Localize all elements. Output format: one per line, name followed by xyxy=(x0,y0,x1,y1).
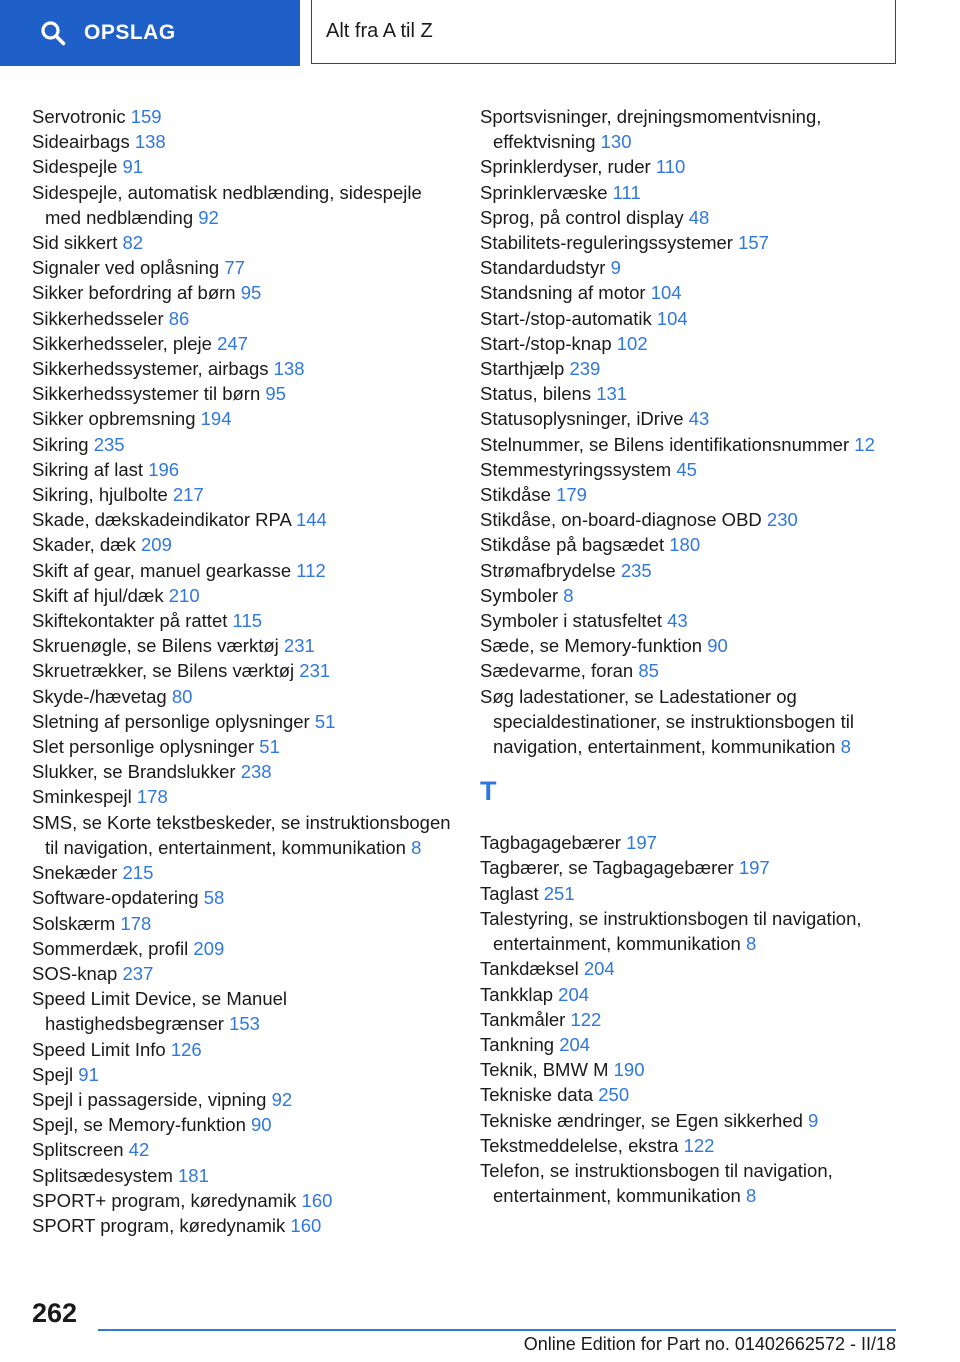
index-entry-term: Speed Limit Device, se Manuel hastighedsbegrænser xyxy=(32,988,288,1035)
index-entry-term: Sommerdæk, profil xyxy=(32,937,189,959)
search-icon xyxy=(40,20,66,46)
index-entry-page-link[interactable]: 144 xyxy=(295,509,327,531)
index-entry-page-link[interactable]: 210 xyxy=(168,584,200,606)
index-entry xyxy=(480,583,905,608)
index-entry-term: Snekæder xyxy=(32,862,118,884)
index-entry xyxy=(480,154,905,179)
index-entry-page-link[interactable]: 8 xyxy=(563,584,574,606)
index-entry-page-link[interactable]: 90 xyxy=(251,1114,272,1136)
index-entry-page-link[interactable]: 90 xyxy=(707,635,728,657)
index-entry xyxy=(32,230,452,255)
index-entry-term: Sprinklervæske xyxy=(480,181,608,203)
index-entry xyxy=(32,306,452,331)
index-entry-page-link[interactable]: 181 xyxy=(178,1164,209,1186)
index-entry-term: Standardudstyr xyxy=(480,257,606,279)
index-entry xyxy=(32,129,452,154)
index-entry xyxy=(480,255,905,280)
index-entry-page-link[interactable]: 95 xyxy=(265,383,286,405)
index-entry-term: Tekstmeddelelse, ekstra xyxy=(480,1134,679,1156)
index-entry-page-link[interactable]: 230 xyxy=(766,509,798,531)
index-entry xyxy=(32,784,452,809)
index-entry xyxy=(480,855,905,880)
index-entry-page-link[interactable]: 92 xyxy=(271,1088,293,1110)
index-entry-term: Sletning af personlige oplysninger xyxy=(32,710,310,732)
index-entry xyxy=(32,1137,452,1162)
index-entry xyxy=(32,381,452,406)
index-entry-term: Telefon, se instruktionsbogen til navigation, entertainment, kommunikation xyxy=(480,1159,833,1207)
index-entry-term: Tagbærer, se Tagbagagebærer xyxy=(480,857,734,879)
index-entry-term: Spejl xyxy=(32,1063,74,1085)
index-entry xyxy=(480,180,905,205)
index-entry-page-link[interactable]: 157 xyxy=(738,232,769,254)
index-entry-term: Tankning xyxy=(480,1033,555,1055)
index-entry xyxy=(480,280,905,305)
index-entry xyxy=(32,961,452,986)
index-entry xyxy=(32,532,452,557)
index-entry xyxy=(32,154,452,179)
index-entry-page-link[interactable]: 178 xyxy=(120,912,152,934)
index-entry-page-link[interactable]: 43 xyxy=(667,610,688,632)
index-entry-term: Sikker befordring af børn xyxy=(32,282,236,304)
index-entry-page-link[interactable]: 217 xyxy=(172,484,204,506)
index-entry-page-link[interactable]: 102 xyxy=(616,332,648,354)
index-entry-page-link[interactable]: 235 xyxy=(620,559,652,581)
footer-divider xyxy=(98,1329,896,1331)
edition-text: Online Edition for Part no. 01402662572 - II/18 xyxy=(523,1334,896,1354)
index-entry xyxy=(32,1112,452,1137)
index-entry xyxy=(480,830,905,855)
index-entry xyxy=(32,280,452,305)
index-entry-page-link[interactable]: 160 xyxy=(301,1189,333,1211)
index-entry xyxy=(32,1188,452,1213)
index-entry-term: Stelnummer, se Bilens identifikationsnummer xyxy=(480,433,850,455)
index-entry-term: Splitscreen xyxy=(32,1139,124,1161)
index-entry-term: Sprog, på control display xyxy=(480,206,684,228)
index-entry-page-link[interactable]: 92 xyxy=(198,206,219,228)
index-entry-page-link[interactable]: 247 xyxy=(217,332,248,354)
index-entry-term: Stikdåse xyxy=(480,484,551,506)
index-entry-page-link[interactable]: 178 xyxy=(136,786,168,808)
index-entry-page-link[interactable]: 204 xyxy=(583,958,615,980)
index-entry-page-link[interactable]: 179 xyxy=(556,484,587,506)
index-entry xyxy=(480,1133,905,1158)
index-entry xyxy=(32,885,452,910)
index-entry-term: Sportsvisninger, drejningsmomentvisning, effektvisning xyxy=(480,106,822,153)
index-entry-page-link[interactable]: 48 xyxy=(688,206,710,228)
index-entry-term: Skift af hjul/dæk xyxy=(32,584,164,606)
index-entry-page-link[interactable]: 251 xyxy=(543,882,575,904)
index-entry-page-link[interactable]: 126 xyxy=(170,1038,202,1060)
index-entry-page-link[interactable]: 8 xyxy=(411,836,422,858)
index-entry-term: Sidespejle, automatisk nedblænding, sidespejle med nedblænding xyxy=(32,181,422,228)
index-entry-term: Stabilitets-reguleringssystemer xyxy=(480,232,733,254)
index-entry xyxy=(480,956,905,981)
index-entry-page-link[interactable]: 130 xyxy=(600,131,632,153)
index-entry-page-link[interactable]: 42 xyxy=(128,1139,150,1161)
index-entry-term: Stikdåse på bagsædet xyxy=(480,534,665,556)
index-entry-page-link[interactable]: 122 xyxy=(683,1134,715,1156)
index-entry xyxy=(32,457,452,482)
index-entry-term: Symboler i statusfeltet xyxy=(480,610,662,632)
index-entry-term: Taglast xyxy=(480,882,539,904)
index-entry xyxy=(480,381,905,406)
index-entry xyxy=(32,255,452,280)
index-entry xyxy=(480,982,905,1007)
index-entry-term: Statusoplysninger, iDrive xyxy=(480,408,684,430)
index-entry-term: Standsning af motor xyxy=(480,282,646,304)
index-entry-page-link[interactable]: 45 xyxy=(676,458,697,480)
index-entry-page-link[interactable]: 180 xyxy=(669,534,701,556)
index-entry xyxy=(32,1087,452,1112)
index-entry-term: Sikring af last xyxy=(32,458,144,480)
index-entry-page-link[interactable]: 80 xyxy=(171,685,193,707)
index-entry-page-link[interactable]: 197 xyxy=(738,857,770,879)
index-entry-page-link[interactable]: 194 xyxy=(200,408,232,430)
index-entry-page-link[interactable]: 197 xyxy=(626,832,657,854)
index-entry-term: Sminkespejl xyxy=(32,786,132,808)
index-entry xyxy=(32,1163,452,1188)
index-entry-term: Sikkerhedsseler xyxy=(32,307,164,329)
index-entry-page-link[interactable]: 8 xyxy=(745,933,757,955)
index-entry xyxy=(480,406,905,431)
index-entry-page-link[interactable]: 91 xyxy=(122,156,144,178)
index-entry xyxy=(32,1037,452,1062)
index-entry-page-link[interactable]: 82 xyxy=(122,232,144,254)
index-entry-page-link[interactable]: 8 xyxy=(840,736,851,758)
index-entry-page-link[interactable]: 58 xyxy=(203,887,225,909)
index-entry-term: Sikkerhedsseler, pleje xyxy=(32,332,212,354)
index-entry-page-link[interactable]: 8 xyxy=(745,1185,757,1207)
index-entry xyxy=(480,633,905,658)
index-entry xyxy=(32,734,452,759)
index-entry-term: Teknik, BMW M xyxy=(480,1059,609,1081)
index-entry-term: Status, bilens xyxy=(480,383,592,405)
index-entry xyxy=(480,558,905,583)
index-entry-term: Stemmestyringssystem xyxy=(480,458,672,480)
index-entry xyxy=(32,406,452,431)
index-entry xyxy=(480,684,905,760)
index-entry-term: Skruetrækker, se Bilens værktøj xyxy=(32,660,295,682)
index-entry xyxy=(32,608,452,633)
index-entry xyxy=(480,1007,905,1032)
index-entry-term: Speed Limit Info xyxy=(32,1038,166,1060)
index-entry xyxy=(480,906,905,956)
index-entry-term: Sikkerhedssystemer, airbags xyxy=(32,358,269,380)
index-entry-term: Start-/stop-automatik xyxy=(480,307,652,329)
index-entry-term: Tankklap xyxy=(480,983,554,1005)
index-entry-term: Sikkerhedssystemer til børn xyxy=(32,383,261,405)
index-entry-page-link[interactable]: 43 xyxy=(688,408,710,430)
index-entry xyxy=(32,1062,452,1087)
index-entry-term: Symboler xyxy=(480,584,559,606)
index-entry-page-link[interactable]: 104 xyxy=(656,307,688,329)
index-entry-page-link[interactable]: 239 xyxy=(569,358,601,380)
index-entry-page-link[interactable]: 160 xyxy=(290,1214,322,1236)
index-entry xyxy=(32,432,452,457)
index-entry-page-link[interactable]: 238 xyxy=(240,761,272,783)
index-entry-term: Søg ladestationer, se Ladestationer og specialdestinationer, se instruktionsbogen til navigation, entertainment, kommunikation xyxy=(480,685,854,758)
index-entry xyxy=(480,1108,905,1133)
search-tab-label: OPSLAG xyxy=(84,21,176,44)
index-entry-term: Servotronic xyxy=(32,106,126,127)
index-entry-term: Talestyring, se instruktionsbogen til navigation, entertainment, kommunikation xyxy=(480,907,862,955)
index-entry-page-link[interactable]: 131 xyxy=(596,383,628,405)
index-entry-term: Strømafbrydelse xyxy=(480,559,616,581)
index-entry-page-link[interactable]: 159 xyxy=(130,106,162,127)
index-entry-term: SOS-knap xyxy=(32,962,118,984)
page-number: 262 xyxy=(32,1298,78,1328)
index-entry xyxy=(32,709,452,734)
index-entry xyxy=(32,1213,452,1238)
index-entry-term: Skyde-/hævetag xyxy=(32,685,167,707)
index-entry-term: Spejl i passagerside, vipning xyxy=(32,1088,267,1110)
index-entry-page-link[interactable]: 77 xyxy=(224,257,245,279)
index-entry-page-link[interactable]: 110 xyxy=(655,156,686,178)
index-group-t xyxy=(480,830,905,1208)
index-entry-term: Skruenøgle, se Bilens værktøj xyxy=(32,635,279,657)
index-entry xyxy=(480,658,905,683)
index-entry-term: Slukker, se Brandslukker xyxy=(32,761,236,783)
index-entry xyxy=(480,331,905,356)
index-entry xyxy=(32,658,452,683)
index-entry-term: Sprinklerdyser, ruder xyxy=(480,156,651,178)
index-entry xyxy=(32,810,452,860)
index-entry-term: Skader, dæk xyxy=(32,534,136,556)
index-entry-page-link[interactable]: 91 xyxy=(78,1063,99,1085)
index-entry xyxy=(32,356,452,381)
index-entry-term: Splitsædesystem xyxy=(32,1164,173,1186)
index-entry xyxy=(480,507,905,532)
index-entry xyxy=(32,104,452,129)
index-entry-term: SPORT+ program, køredynamik xyxy=(32,1189,297,1211)
index-entry-page-link[interactable]: 231 xyxy=(299,660,331,682)
index-entry-term: Tekniske ændringer, se Egen sikkerhed xyxy=(480,1109,803,1131)
index-entry-term: Sikring, hjulbolte xyxy=(32,484,168,506)
index-entry-term: Slet personlige oplysninger xyxy=(32,736,255,758)
index-entry xyxy=(480,1057,905,1082)
breadcrumb xyxy=(311,0,896,64)
index-entry-page-link[interactable]: 9 xyxy=(808,1109,819,1131)
index-entry-term: Tekniske data xyxy=(480,1084,594,1106)
index-entry-page-link[interactable]: 51 xyxy=(314,710,336,732)
index-entry xyxy=(32,911,452,936)
index-entry xyxy=(480,532,905,557)
index-entry-term: Sikring xyxy=(32,433,89,455)
index-entry-term: Solskærm xyxy=(32,912,116,934)
index-entry xyxy=(32,482,452,507)
index-entry-page-link[interactable]: 237 xyxy=(122,962,154,984)
index-entry xyxy=(32,860,452,885)
index-entry xyxy=(480,205,905,230)
index-entry xyxy=(480,306,905,331)
index-entry-page-link[interactable]: 115 xyxy=(232,610,263,632)
index-entry xyxy=(32,986,452,1036)
index-entry-term: Starthjælp xyxy=(480,358,565,380)
index-entry xyxy=(32,558,452,583)
index-entry xyxy=(480,432,905,457)
index-entry-term: Sidespejle xyxy=(32,156,118,178)
index-entry-term: Sædevarme, foran xyxy=(480,660,634,682)
index-entry-page-link[interactable]: 9 xyxy=(610,257,621,279)
index-entry xyxy=(480,1032,905,1057)
index-entry xyxy=(480,608,905,633)
index-entry-page-link[interactable]: 209 xyxy=(193,937,225,959)
index-entry xyxy=(32,684,452,709)
index-entry-page-link[interactable]: 204 xyxy=(558,983,590,1005)
index-entry-page-link[interactable]: 209 xyxy=(141,534,172,556)
index-entry xyxy=(32,507,452,532)
index-entry-term: Spejl, se Memory-funktion xyxy=(32,1114,246,1136)
index-entry xyxy=(480,881,905,906)
index-entry xyxy=(480,482,905,507)
index-entry-term: Software-opdatering xyxy=(32,887,199,909)
index-entry xyxy=(32,331,452,356)
index-entry xyxy=(480,230,905,255)
index-entry-term: Sideairbags xyxy=(32,131,130,153)
index-entry-page-link[interactable]: 138 xyxy=(134,131,166,153)
index-entry xyxy=(480,356,905,381)
index-group-s xyxy=(480,104,905,759)
index-entry-term: Sikker opbremsning xyxy=(32,408,196,430)
index-entry-page-link[interactable]: 122 xyxy=(570,1008,602,1030)
index-entry-term: Sid sikkert xyxy=(32,232,118,254)
index-entry xyxy=(480,1158,905,1208)
index-entry-page-link[interactable]: 153 xyxy=(229,1013,260,1035)
index-entry xyxy=(32,633,452,658)
index-entry xyxy=(480,104,905,154)
index-column-right xyxy=(480,104,905,1208)
index-entry-page-link[interactable]: 250 xyxy=(598,1084,630,1106)
index-entry-page-link[interactable]: 111 xyxy=(612,181,641,203)
index-entry-term: SMS, se Korte tekstbeskeder, se instruktionsbogen til navigation, entertainment, kommunikation xyxy=(32,811,451,858)
index-entry-term: SPORT program, køredynamik xyxy=(32,1214,286,1236)
index-entry-page-link[interactable]: 86 xyxy=(168,307,190,329)
index-entry-term: Tagbagagebærer xyxy=(480,832,621,854)
index-entry-term: Tankdæksel xyxy=(480,958,579,980)
breadcrumb-label: Alt fra A til Z xyxy=(326,20,433,42)
index-entry-term: Stikdåse, on-board-diagnose OBD xyxy=(480,509,762,531)
index-entry-page-link[interactable]: 138 xyxy=(273,358,305,380)
index-entry-page-link[interactable]: 85 xyxy=(638,660,659,682)
index-entry-page-link[interactable]: 112 xyxy=(296,559,326,581)
index-entry-page-link[interactable]: 215 xyxy=(122,862,154,884)
index-entry-term: Start-/stop-knap xyxy=(480,332,612,354)
index-entry-term: Signaler ved oplåsning xyxy=(32,257,220,279)
index-entry-page-link[interactable]: 204 xyxy=(559,1033,591,1055)
index-entry xyxy=(480,1082,905,1107)
index-entry-page-link[interactable]: 231 xyxy=(283,635,315,657)
index-entry xyxy=(480,457,905,482)
index-entry-term: Sæde, se Memory-funktion xyxy=(480,635,703,657)
index-entry-page-link[interactable]: 196 xyxy=(148,458,180,480)
index-entry xyxy=(32,936,452,961)
index-entry-term: Skade, dækskadeindikator RPA xyxy=(32,509,291,531)
index-entry xyxy=(32,583,452,608)
index-entry xyxy=(32,759,452,784)
index-entry-page-link[interactable]: 190 xyxy=(613,1059,645,1081)
index-entry-page-link[interactable]: 104 xyxy=(650,282,682,304)
top-bar xyxy=(0,0,960,66)
index-entry-page-link[interactable]: 95 xyxy=(240,282,262,304)
index-entry xyxy=(32,180,452,230)
search-tab[interactable] xyxy=(0,0,300,66)
index-entry-page-link[interactable]: 51 xyxy=(259,736,280,758)
index-entry-page-link[interactable]: 235 xyxy=(93,433,125,455)
section-letter: T xyxy=(480,776,497,807)
index-entry-page-link[interactable]: 12 xyxy=(854,433,875,455)
index-column-left xyxy=(32,104,452,1238)
index-entry-term: Tankmåler xyxy=(480,1008,566,1030)
index-entry-term: Skift af gear, manuel gearkasse xyxy=(32,559,292,581)
index-entry-term: Skiftekontakter på rattet xyxy=(32,610,228,632)
